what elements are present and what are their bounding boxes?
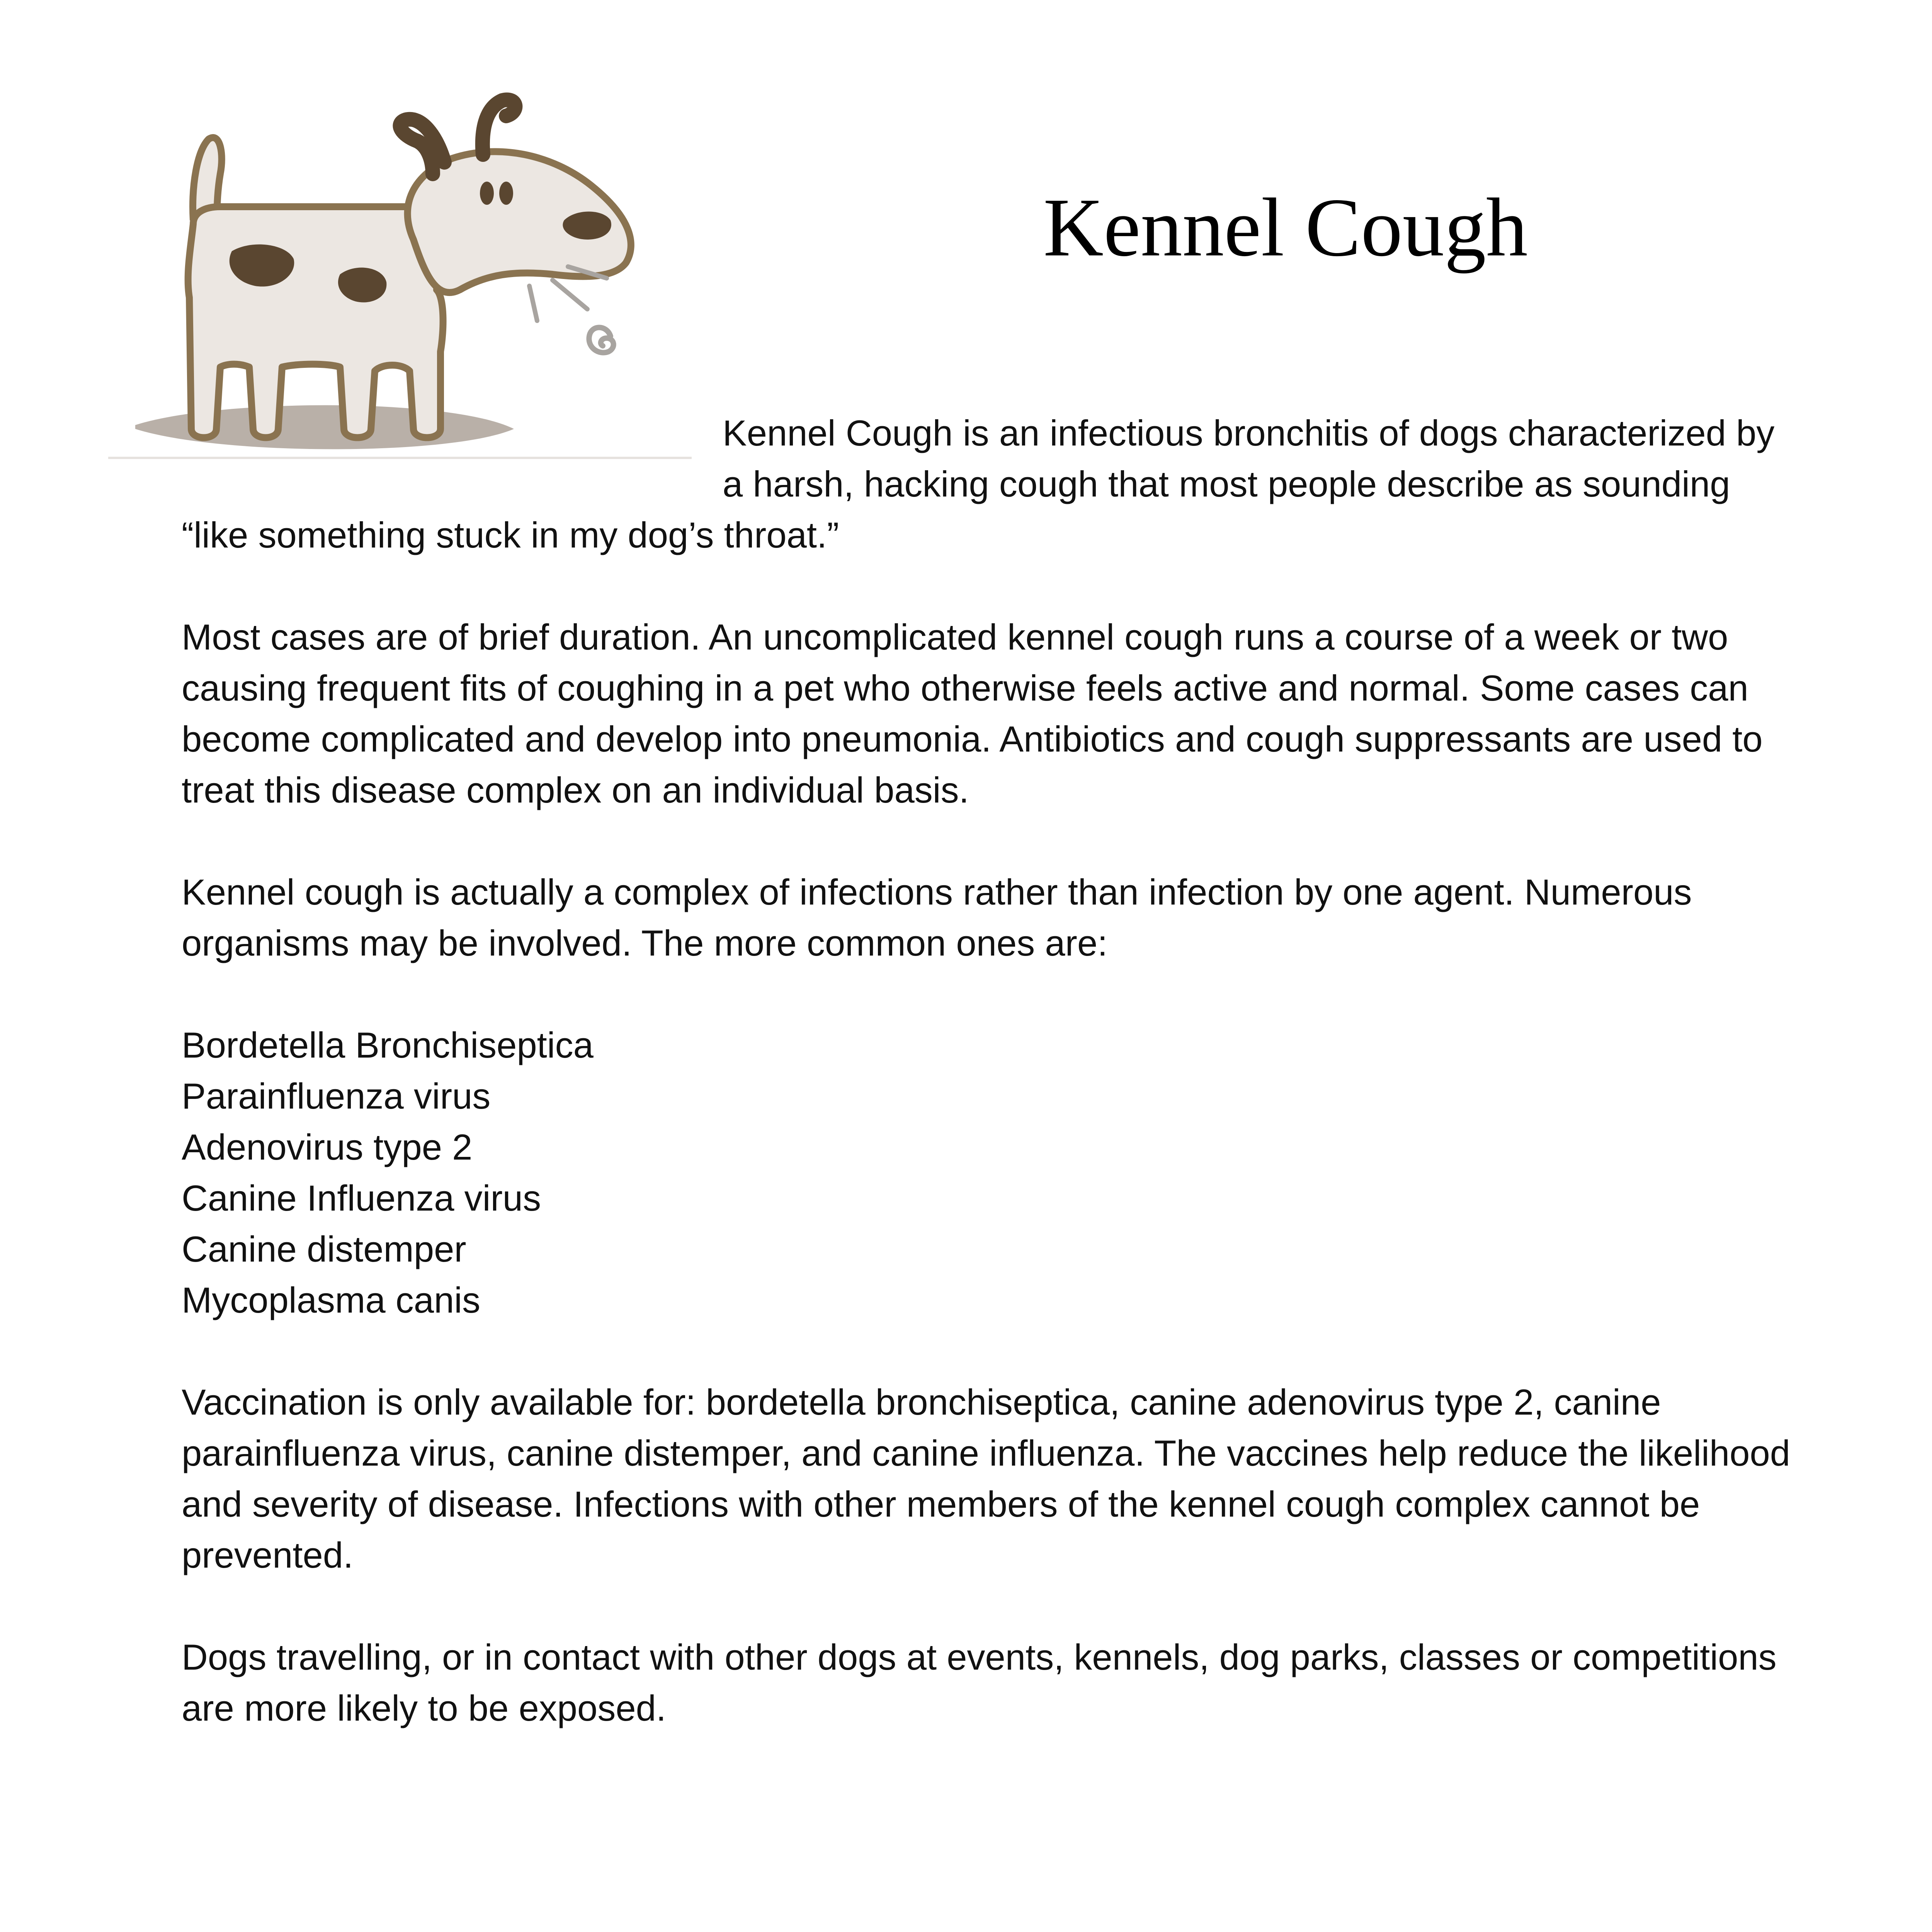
list-item: Canine distemper: [182, 1229, 466, 1269]
list-item: Canine Influenza virus: [182, 1178, 541, 1218]
intro-paragraph: Kennel Cough is an infectious bronchitis of dogs characterized by a harsh, hacking cough that most people describe as sounding “like something stuck in my dog’s throat.”: [182, 413, 1775, 555]
list-item: Bordetella Bronchiseptica: [182, 1025, 594, 1065]
list-item: Adenovirus type 2: [182, 1127, 473, 1167]
duration-paragraph: Most cases are of brief duration. An uncomplicated kennel cough runs a course of a week or two causing frequent fits of coughing in a pet who otherwise feels active and normal. Some cases can become complicated and develop into pneumonia. Antibiotics and cough suppressants are used to treat this disease complex on an individual basis.: [182, 617, 1763, 810]
coughing-dog-icon: [104, 58, 707, 468]
list-item: Mycoplasma canis: [182, 1280, 481, 1320]
complex-paragraph: Kennel cough is actually a complex of infections rather than infection by one agent. Numerous organisms may be involved. The more common ones are:: [182, 872, 1692, 963]
list-item: Parainfluenza virus: [182, 1076, 491, 1116]
vaccination-paragraph: Vaccination is only available for: bordetella bronchiseptica, canine adenovirus type 2, canine parainfluenza virus, canine distemper, and canine influenza. The vaccines help reduce the likelihood and severity of disease. Infections with other members of the kennel cough complex cannot be prevented.: [182, 1382, 1790, 1575]
document-body: [182, 408, 1804, 1734]
organism-list: [182, 1020, 1804, 1326]
page-title: Kennel Cough: [1043, 181, 1528, 274]
exposure-paragraph: Dogs travelling, or in contact with other dogs at events, kennels, dog parks, classes or competitions are more likely to be exposed.: [182, 1637, 1777, 1728]
